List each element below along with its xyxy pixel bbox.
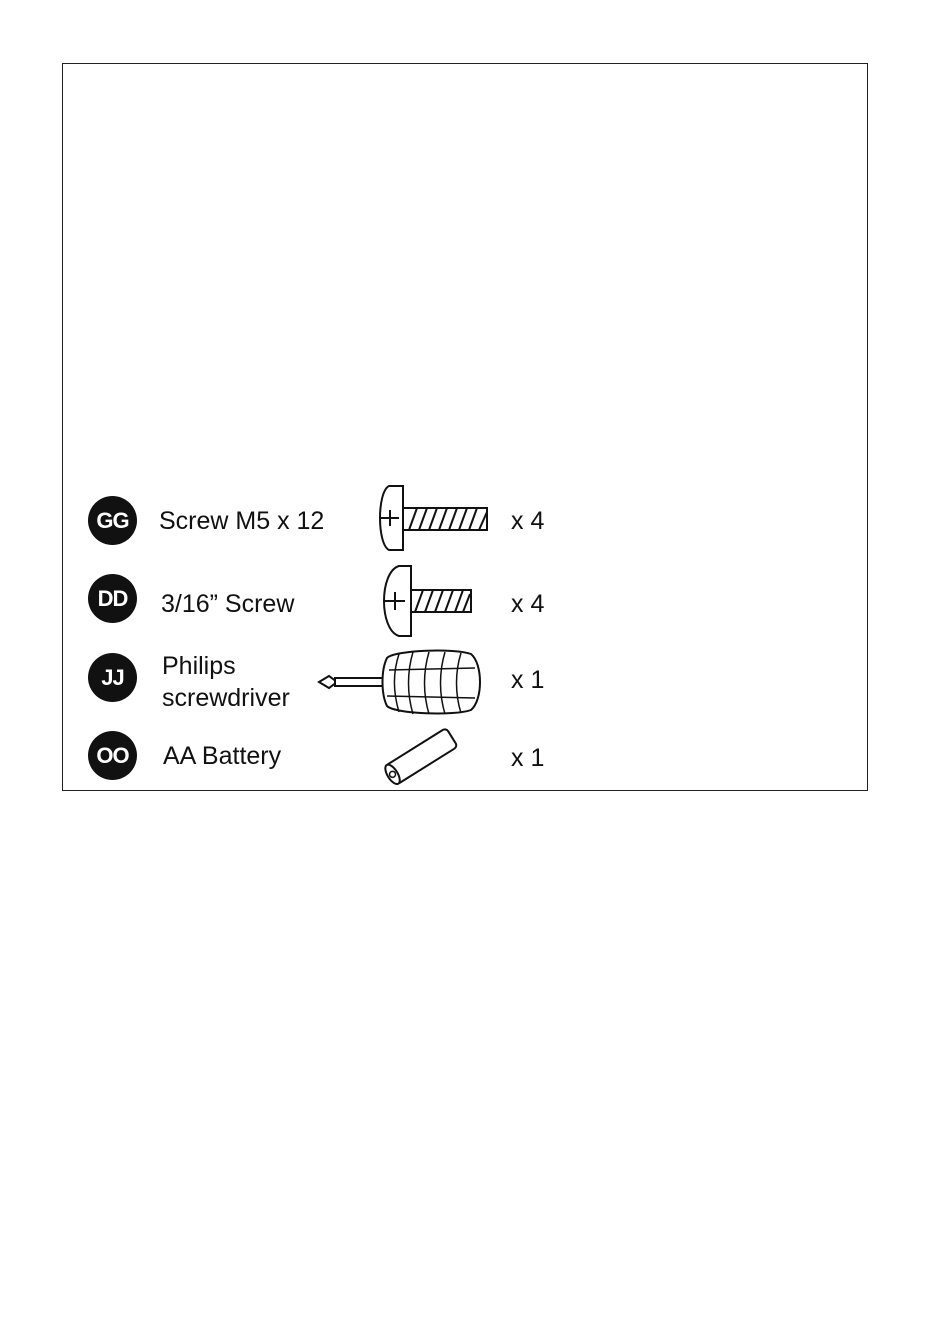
part-name: AA Battery [163,742,282,770]
part-name-line-1: Philips [162,652,236,680]
part-name: Screw M5 x 12 [159,507,325,535]
part-quantity: x 1 [511,744,545,772]
hardware-parts-panel [62,63,868,791]
battery-icon [375,724,465,788]
part-quantity: x 4 [511,590,545,618]
part-code-badge: OO [88,731,137,780]
part-code-badge: GG [88,496,137,545]
screwdriver-icon [315,644,485,718]
part-quantity: x 1 [511,666,545,694]
screw-m5-icon [375,482,491,554]
part-quantity: x 4 [511,507,545,535]
part-code-badge: DD [88,574,137,623]
part-name-line-2: screwdriver [162,684,290,712]
screw-3-16-icon [375,562,475,640]
part-code-badge: JJ [88,653,137,702]
part-name: 3/16” Screw [161,590,295,618]
